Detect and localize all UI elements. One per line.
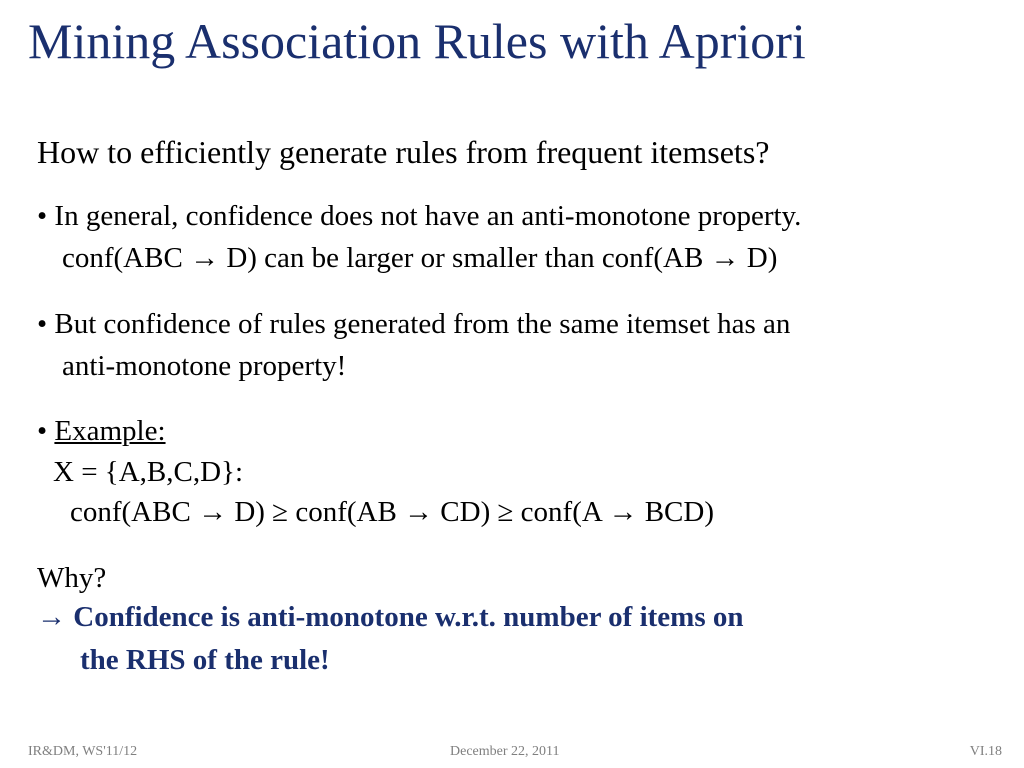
example-label: Example: [54,415,166,447]
bullet-same-itemset-continuation: anti-monotone property! [62,350,347,382]
answer-line-2: the RHS of the rule! [80,644,330,676]
bullet-example [37,414,166,449]
bullet-same-itemset [37,307,790,342]
why-question: Why? [37,562,107,594]
bullet-text: But confidence of rules generated from the same itemset has an [54,308,791,340]
question-text: How to efficiently generate rules from frequent itemsets? [37,134,770,170]
example-itemset: X = {A,B,C,D}: [53,456,244,488]
footer-date: December 22, 2011 [450,744,560,759]
slide-title: Mining Association Rules with Apriori [28,13,806,69]
footer-slide-number: VI.18 [969,744,1002,759]
bullet-marker: • [37,415,48,447]
answer-line-1: → Confidence is anti-monotone w.r.t. number of items on [37,601,744,633]
bullet-general-confidence-continuation: conf(ABC → D) can be larger or smaller than conf(AB → D) [62,242,778,274]
bullet-text: In general, confidence does not have an anti-monotone property. [54,200,802,232]
bullet-general-confidence [37,199,801,234]
bullet-marker: • [37,200,48,232]
footer-course: IR&DM, WS'11/12 [28,744,138,759]
bullet-marker: • [37,308,48,340]
example-confidence-chain: conf(ABC → D) ≥ conf(AB → CD) ≥ conf(A → BCD) [70,496,714,528]
